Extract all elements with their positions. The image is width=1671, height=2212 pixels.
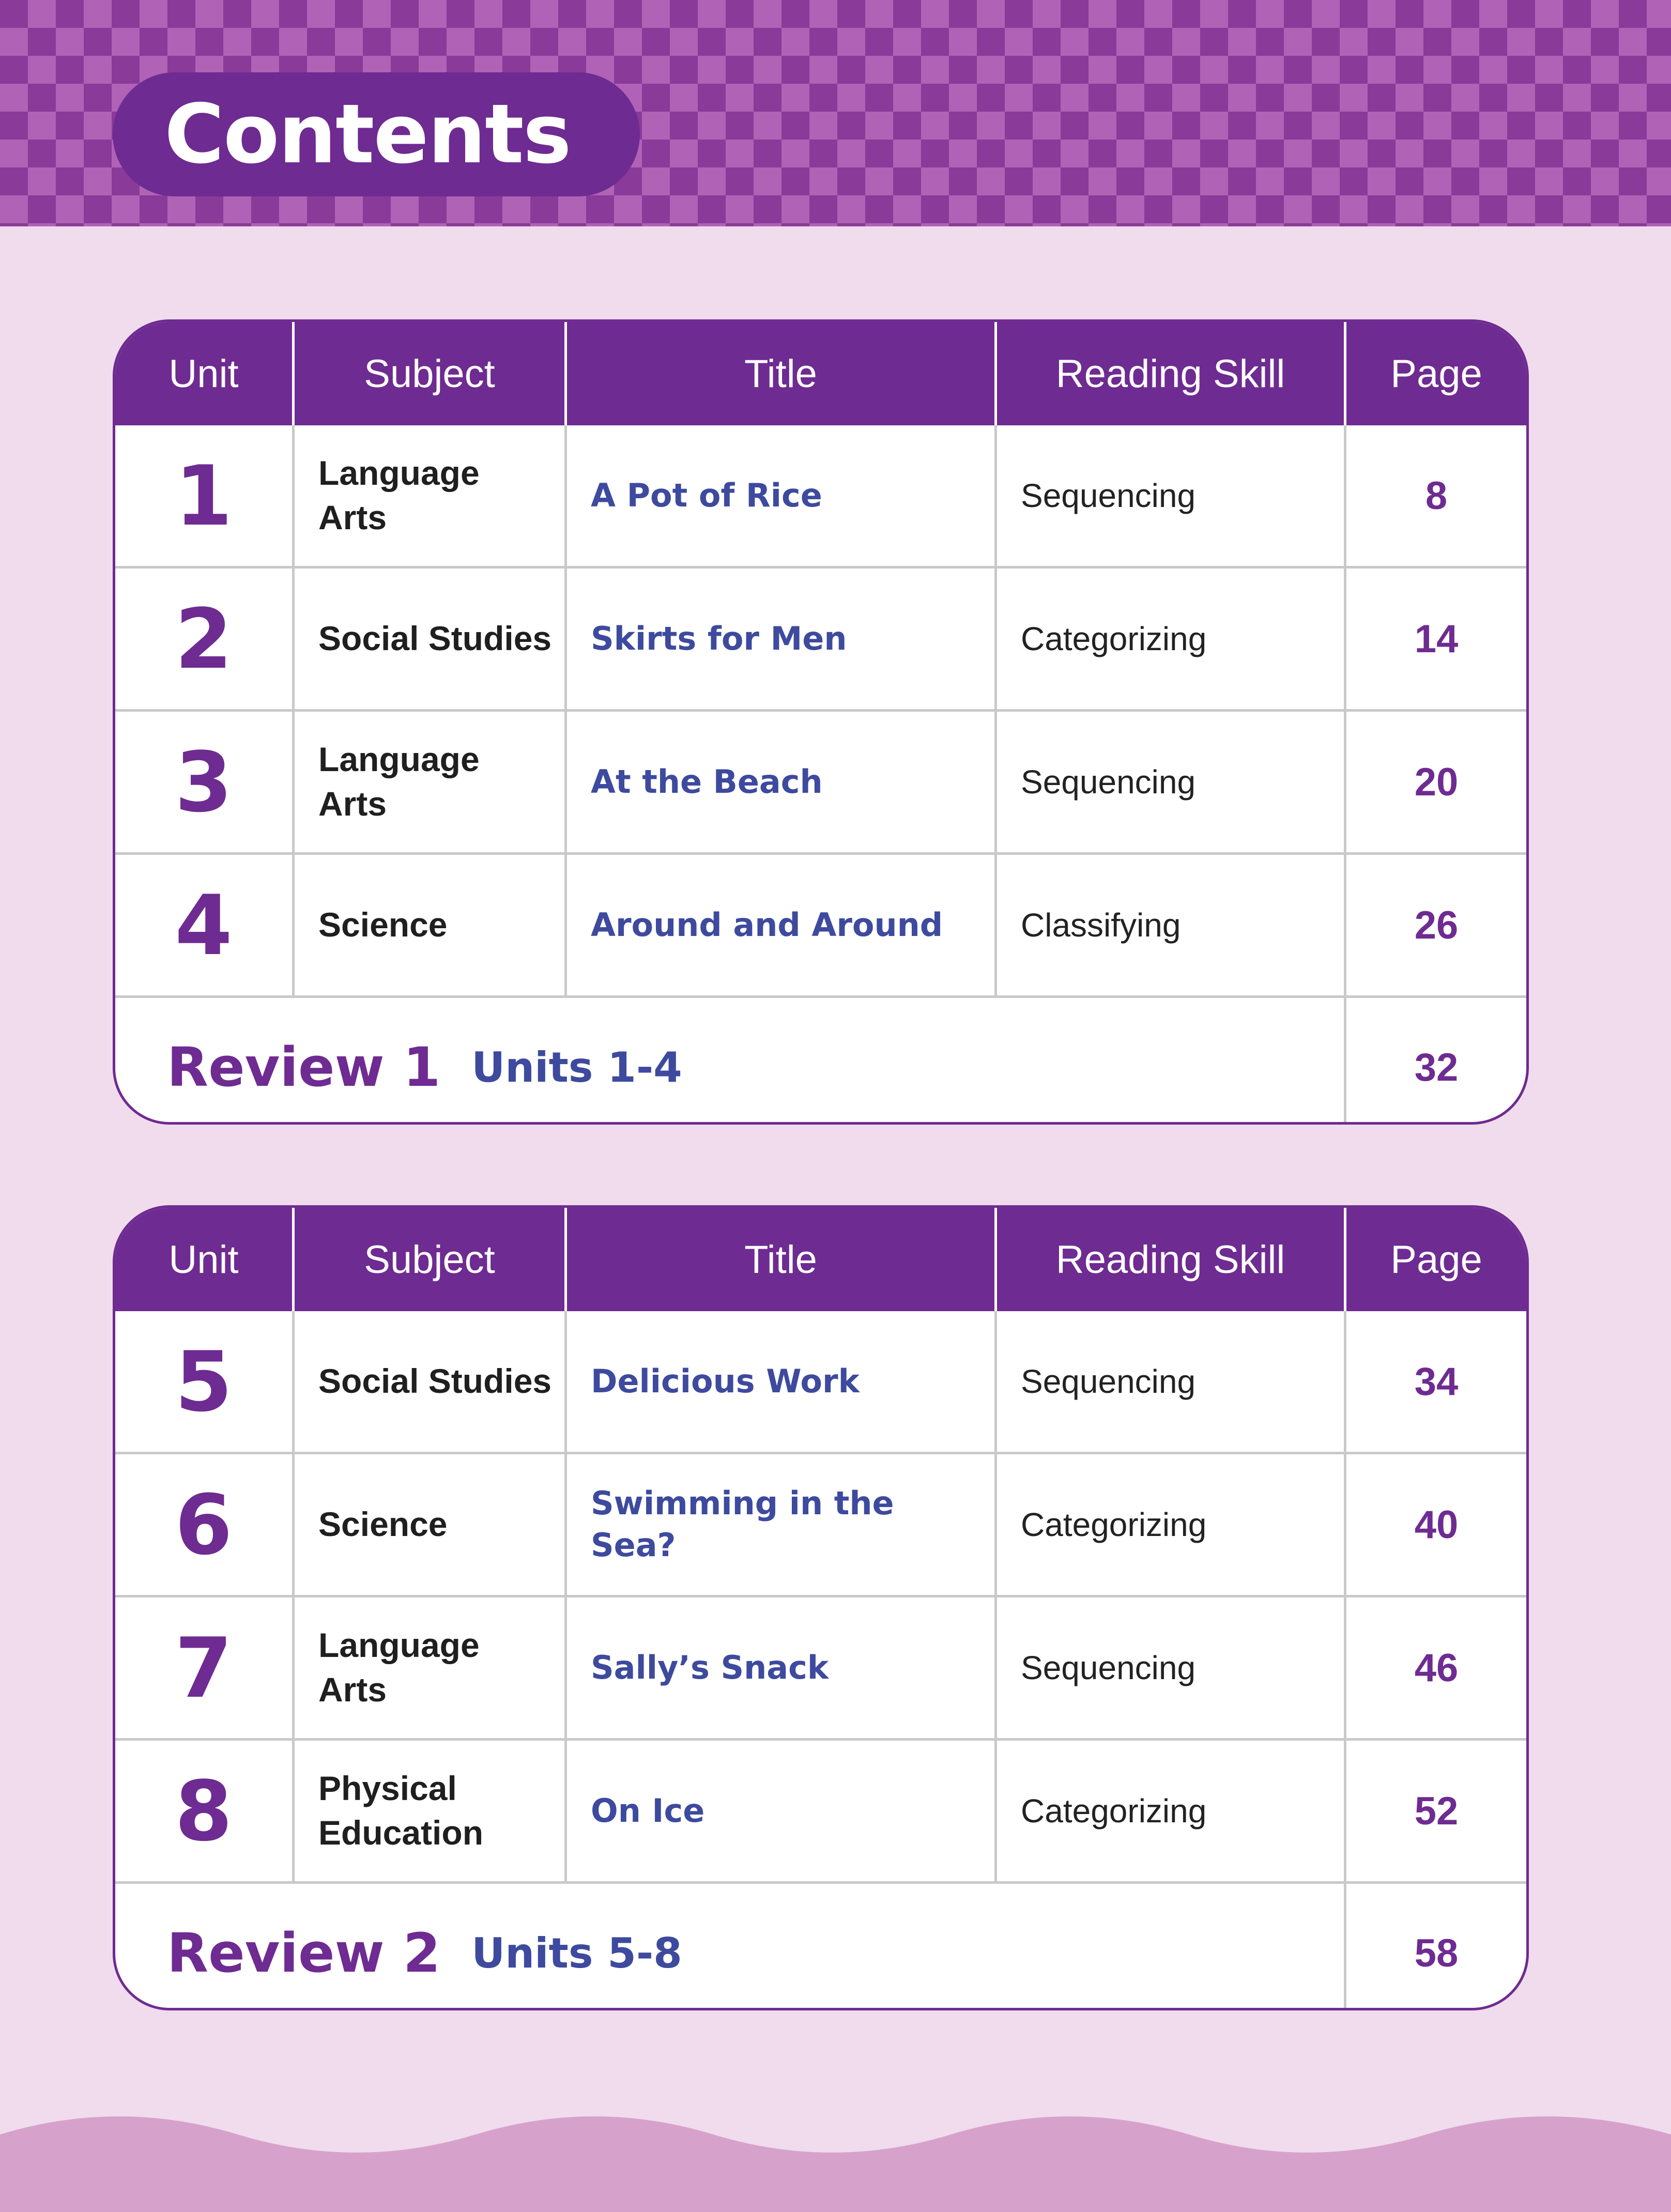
reading-skill-cell: Categorizing (997, 1454, 1346, 1597)
review-row[interactable] (115, 998, 1526, 1125)
reading-skill-cell: Sequencing (997, 712, 1346, 855)
table-row[interactable] (115, 1741, 1526, 1884)
table-header (115, 322, 1526, 425)
review-units: Units 1-4 (471, 1043, 682, 1092)
page-number: 26 (1346, 855, 1526, 998)
page-number: 34 (1346, 1311, 1526, 1454)
reading-skill-cell: Categorizing (997, 569, 1346, 712)
header-unit: Unit (115, 1208, 295, 1311)
title-cell[interactable]: At the Beach (567, 712, 997, 855)
unit-number: 8 (115, 1741, 295, 1884)
header-subject: Subject (295, 322, 567, 425)
page-number: 14 (1346, 569, 1526, 712)
title-cell[interactable]: Swimming in the Sea? (567, 1454, 997, 1597)
table-row[interactable] (115, 1311, 1526, 1454)
unit-number: 6 (115, 1454, 295, 1597)
header-reading-skill: Reading Skill (997, 322, 1346, 425)
review-label: Review 2 (167, 1922, 441, 1985)
reading-skill-cell: Classifying (997, 855, 1346, 998)
review-row[interactable] (115, 1884, 1526, 2010)
contents-table-1 (113, 319, 1529, 1125)
review-label-cell (115, 1884, 1346, 2010)
subject-cell: Physical Education (295, 1741, 567, 1884)
table-row[interactable] (115, 712, 1526, 855)
unit-number: 1 (115, 425, 295, 569)
page-number: 46 (1346, 1597, 1526, 1741)
table-row[interactable] (115, 425, 1526, 569)
header-title: Title (567, 1208, 997, 1311)
bottom-wave-decoration (0, 2109, 1671, 2212)
reading-skill-cell: Sequencing (997, 1311, 1346, 1454)
title-cell[interactable]: Skirts for Men (567, 569, 997, 712)
subject-cell: Social Studies (295, 569, 567, 712)
title-cell[interactable]: On Ice (567, 1741, 997, 1884)
reading-skill-cell: Sequencing (997, 1597, 1346, 1741)
title-cell[interactable]: Delicious Work (567, 1311, 997, 1454)
table-header (115, 1208, 1526, 1311)
header-page: Page (1346, 1208, 1526, 1311)
review-label: Review 1 (167, 1036, 441, 1099)
unit-number: 7 (115, 1597, 295, 1741)
contents-table-2 (113, 1205, 1529, 2010)
subject-cell: Social Studies (295, 1311, 567, 1454)
subject-cell: Science (295, 855, 567, 998)
subject-cell: Science (295, 1454, 567, 1597)
unit-number: 4 (115, 855, 295, 998)
reading-skill-cell: Categorizing (997, 1741, 1346, 1884)
unit-number: 5 (115, 1311, 295, 1454)
review-units: Units 5-8 (471, 1929, 682, 1977)
review-page-number: 58 (1414, 1931, 1459, 1975)
table-row[interactable] (115, 569, 1526, 712)
subject-cell: Language Arts (295, 1597, 567, 1741)
title-cell[interactable]: Sally’s Snack (567, 1597, 997, 1741)
title-cell[interactable]: Around and Around (567, 855, 997, 998)
subject-cell: Language Arts (295, 712, 567, 855)
table-row[interactable] (115, 1454, 1526, 1597)
unit-number: 2 (115, 569, 295, 712)
header-unit: Unit (115, 322, 295, 425)
page-number: 40 (1346, 1454, 1526, 1597)
header-subject: Subject (295, 1208, 567, 1311)
page-title-pill (113, 72, 640, 196)
table-row[interactable] (115, 855, 1526, 998)
header-page: Page (1346, 322, 1526, 425)
page-title: Contents (164, 87, 571, 182)
table-row[interactable] (115, 1597, 1526, 1741)
page-number: 52 (1346, 1741, 1526, 1884)
reading-skill-cell: Sequencing (997, 425, 1346, 569)
page-number: 20 (1346, 712, 1526, 855)
unit-number: 3 (115, 712, 295, 855)
review-label-cell (115, 998, 1346, 1125)
page-number: 8 (1346, 425, 1526, 569)
title-cell[interactable]: A Pot of Rice (567, 425, 997, 569)
review-page-number: 32 (1414, 1045, 1459, 1089)
checkered-header-banner (0, 0, 1671, 226)
header-reading-skill: Reading Skill (997, 1208, 1346, 1311)
subject-cell: Language Arts (295, 425, 567, 569)
header-title: Title (567, 322, 997, 425)
